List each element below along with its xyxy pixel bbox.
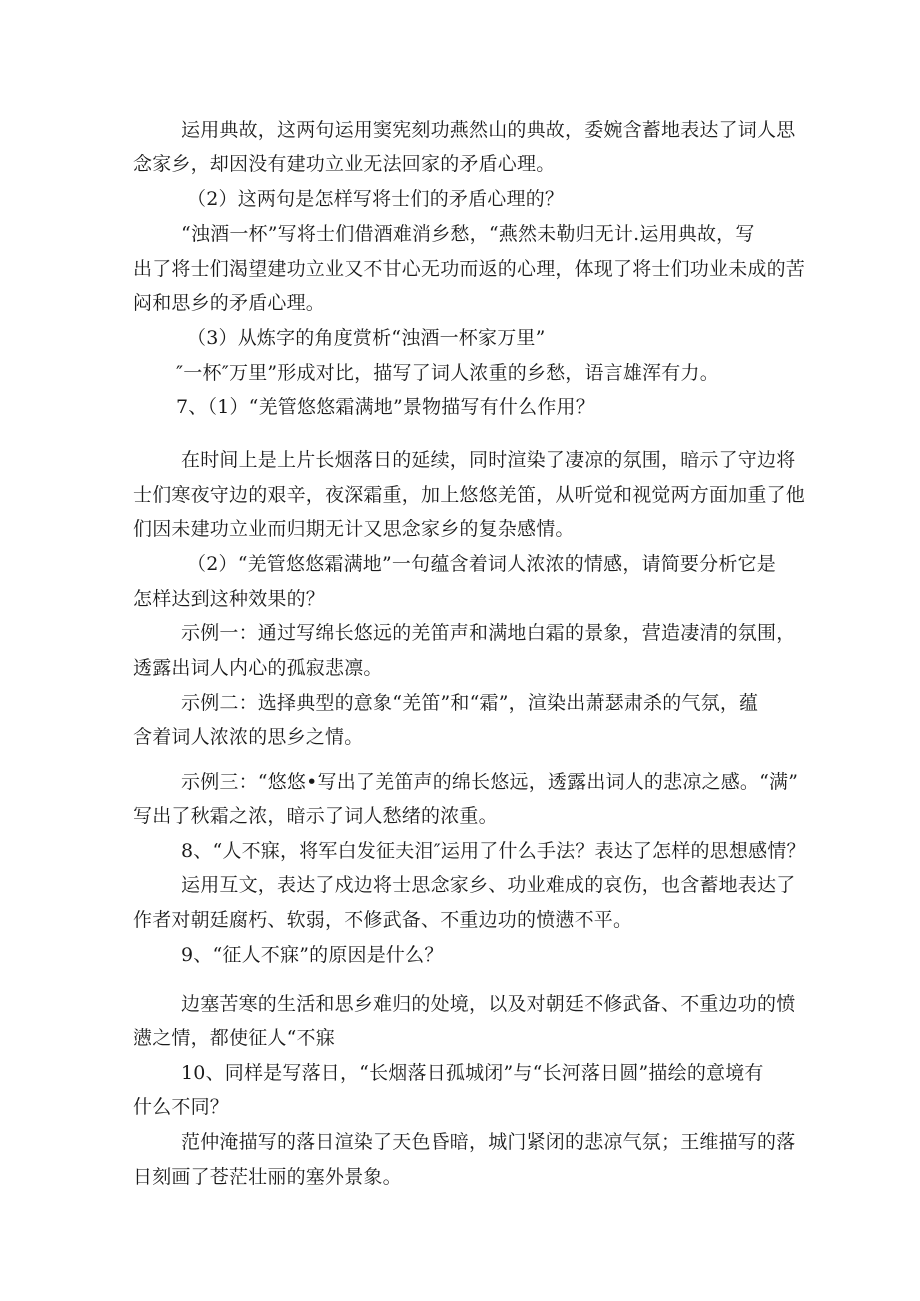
text-line: 作者对朝廷腐朽、软弱，不修武备、不重边功的愤懑不平。 [133, 909, 633, 931]
question-line: （3）从炼字的角度赏析“浊酒一杯家万里” [187, 327, 546, 349]
question-line: 10、同样是写落日，“长烟落日孤城闭”与“长河落日圆”描绘的意境有 [181, 1062, 764, 1084]
text-line: 怎样达到这种效果的？ [133, 588, 326, 610]
text-line: 范仲淹描写的落日渲染了天色昏暗，城门紧闭的悲凉气氛；王维描写的落 [181, 1131, 796, 1153]
text-line: 示例三：“悠悠•写出了羌笛声的绵长悠远，透露出词人的悲凉之感。“满” [181, 771, 799, 793]
text-line: 出了将士们渴望建功立业又不甘心无功而返的心理，体现了将士们功业未成的苦 [133, 258, 806, 280]
text-line: 日刻画了苍茫壮丽的塞外景象。 [133, 1166, 402, 1188]
text-line: 懑之情，都使征人“不寐 [133, 1027, 335, 1049]
text-line: 什么不同？ [133, 1096, 230, 1118]
text-line: ″一杯″万里”形成对比，描写了词人浓重的乡愁，语言雄浑有力。 [176, 362, 719, 384]
question-line: （2）“羌管悠悠霜满地”一句蕴含着词人浓浓的情感，请简要分析它是 [187, 553, 776, 575]
text-line: 边塞苦寒的生活和思乡难归的处境，以及对朝廷不修武备、不重边功的愤 [181, 993, 796, 1015]
text-line: 含着词人浓浓的思乡之情。 [133, 726, 364, 748]
question-line: 9、“征人不寐”的原因是什么？ [181, 944, 444, 966]
question-line: 8、“人不寐，将军白发征夫泪″运用了什么手法？表达了怎样的思想感情？ [181, 840, 806, 862]
text-line: 写出了秋霜之浓，暗示了词人愁绪的浓重。 [133, 805, 498, 827]
text-line: “浊酒一杯”写将士们借酒难消乡愁，“燕然未勒归无计.运用典故，写 [181, 223, 755, 245]
text-line: 闷和思乡的矛盾心理。 [133, 292, 326, 314]
text-line: 示例一：通过写绵长悠远的羌笛声和满地白霜的景象，营造凄清的氛围， [181, 622, 796, 644]
text-line: 示例二：选择典型的意象“羌笛”和“霜”，渲染出萧瑟肃杀的气氛，蕴 [181, 692, 759, 714]
text-line: 透露出词人内心的孤寂悲凛。 [133, 657, 383, 679]
text-line: 在时间上是上片长烟落日的延续，同时渲染了凄凉的氛围，暗示了守边将 [181, 449, 796, 471]
question-line: 7、（1）“羌管悠悠霜满地”景物描写有什么作用？ [176, 396, 595, 418]
question-line: （2）这两句是怎样写将士们的矛盾心理的？ [187, 188, 565, 210]
text-line: 运用互文，表达了戍边将士思念家乡、功业难成的哀伤，也含蓄地表达了 [181, 874, 796, 896]
text-line: 们因未建功立业而归期无计又思念家乡的复杂感情。 [133, 518, 575, 540]
text-line: 运用典故，这两句运用窦宪刻功燕然山的典故，委婉含蓄地表达了词人思 [181, 119, 796, 141]
text-line: 士们寒夜守边的艰辛，夜深霜重，加上悠悠羌笛，从听觉和视觉两方面加重了他 [133, 484, 806, 506]
text-line: 念家乡，却因没有建功立业无法回家的矛盾心理。 [133, 153, 556, 175]
